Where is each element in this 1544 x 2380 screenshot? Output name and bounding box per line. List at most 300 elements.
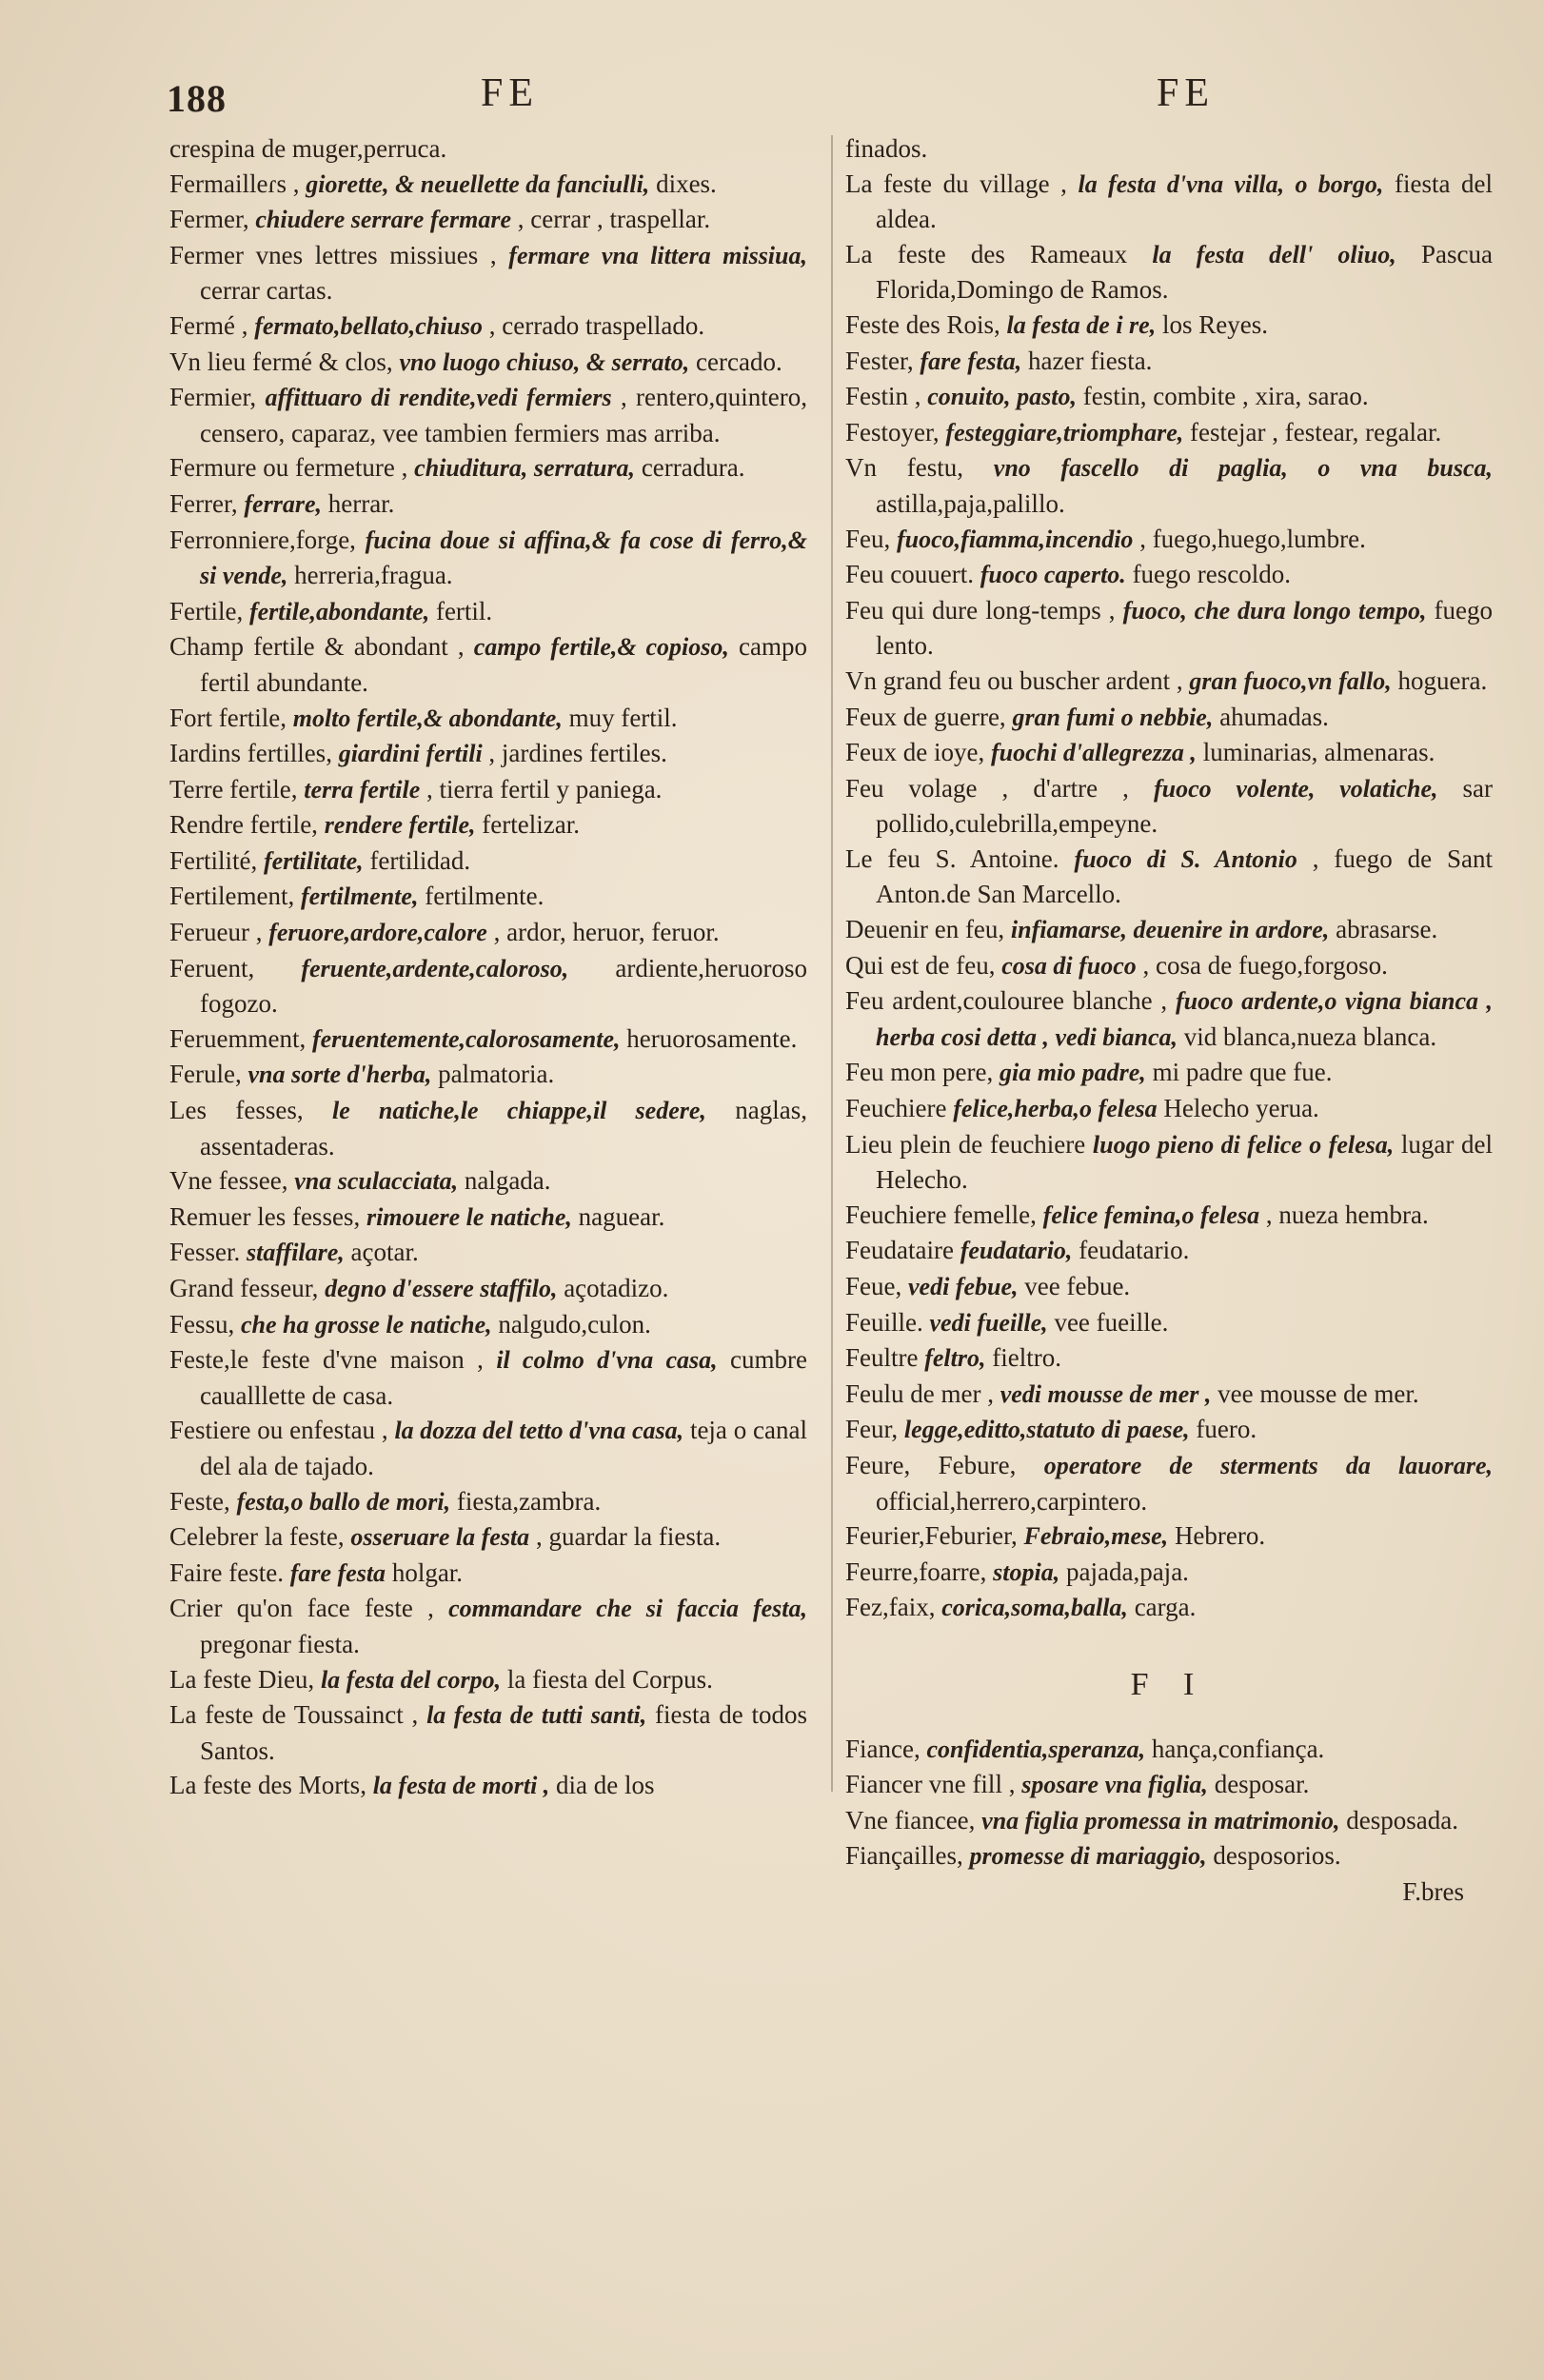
dictionary-entry [169,486,807,523]
french-headword: Feur, [845,1415,899,1444]
french-headword: Feu ardent,coulouree blanche , [845,986,1168,1016]
italian-gloss: la festa de tutti santi, [426,1701,647,1730]
french-headword: La feste Dieu, [169,1664,315,1694]
spanish-gloss: ardiente,heruoroso fogozo. [200,953,808,1019]
dictionary-entry [845,1340,1493,1377]
dictionary-entry [845,1412,1493,1448]
french-headword: Ferrer, [169,488,238,518]
spanish-gloss: cercado. [696,347,782,376]
spanish-gloss: , rentero,quintero, censero, caparaz, vee tambien fermiers mas arriba. [200,383,807,447]
french-headword: Lieu plein de feuchiere [845,1129,1086,1159]
dictionary-entry [845,1555,1493,1591]
dictionary-entry [845,664,1493,700]
french-headword: Feu couuert. [845,560,974,589]
french-headword: Feulu de mer , [845,1378,994,1408]
french-headword: Fez,faix, [845,1593,936,1622]
dictionary-entry [169,523,807,594]
italian-gloss: fertilmente, [300,883,419,911]
italian-gloss: la festa d'vna villa, o borgo, [1078,169,1384,198]
spanish-gloss: los Reyes. [1161,309,1268,339]
right-column-fi-entries [845,1732,1493,1874]
french-headword: Feruent, [169,953,255,982]
italian-gloss: festa,o ballo de mori, [236,1487,451,1516]
french-headword: Feu qui dure long-temps , [845,595,1116,625]
italian-gloss: campo fertile,& copioso, [473,633,729,662]
dictionary-entry [169,1235,807,1271]
french-headword: Feste,le feste d'vne maison , [169,1345,484,1375]
dictionary-entry [169,915,807,951]
italian-gloss: fermato,bellato,chiuso [254,311,484,340]
dictionary-entry [845,307,1493,344]
french-headword: Fermier, [169,383,257,412]
italian-gloss: commandare che si faccia festa, [448,1595,807,1623]
french-headword: Ferueur , [169,918,263,947]
italian-gloss: molto fertile,& abondante, [292,704,563,732]
spanish-gloss: hazer fiesta. [1028,346,1153,375]
french-headword: Feurre,foarre, [845,1557,987,1586]
spanish-gloss: festejar , festear, regalar. [1190,417,1442,446]
spanish-gloss: carga. [1134,1593,1197,1622]
italian-gloss: fuoco,fiamma,incendio [897,525,1134,553]
french-headword: Feux de ioye, [845,738,985,767]
spanish-gloss: dixes. [656,169,717,198]
italian-gloss: la dozza del tetto d'vna casa, [394,1417,684,1445]
french-headword: Vn lieu fermé & clos, [169,347,393,376]
italian-gloss: fucina doue si affina,& fa cose di ferro,& si vende, [200,526,808,590]
italian-gloss: vna figlia promessa in matrimonio, [981,1806,1340,1835]
dictionary-entry [845,1269,1493,1305]
spanish-gloss: teja o canal del ala de tajado. [200,1416,807,1480]
dictionary-entry [845,1767,1493,1803]
italian-gloss: giorette, & neuellette da fanciulli, [306,169,650,198]
french-headword: La feste des Rameaux [845,239,1128,268]
spanish-gloss: açotadizo. [564,1274,669,1302]
dictionary-entry [169,1021,807,1058]
french-headword: Fester, [845,346,914,375]
dictionary-entry [845,593,1493,664]
french-headword: Terre fertile, [169,774,298,803]
spanish-gloss: pajada,paja. [1066,1557,1189,1586]
french-headword: Fessu, [169,1309,235,1339]
italian-gloss: vno fascello di paglia, o vna busca, [993,454,1494,483]
spanish-gloss: pregonar fiesta. [200,1629,360,1658]
spanish-gloss: herrar. [327,488,395,518]
french-headword: Feuchiere [845,1094,947,1123]
french-headword: finados. [845,134,928,163]
dictionary-entry [845,450,1493,521]
italian-gloss: la festa de i re, [1006,310,1157,339]
french-headword: Festin , [845,382,921,411]
french-headword: Iardins fertilles, [169,739,332,768]
column-divider [831,135,833,1792]
italian-gloss: promesse di mariaggio, [969,1842,1207,1871]
italian-gloss: feudatario, [960,1237,1073,1265]
spanish-gloss: cumbre caualllette de casa. [200,1345,807,1410]
dictionary-entry [169,1591,807,1661]
italian-gloss: la festa de morti , [372,1772,550,1800]
spanish-gloss: fuego rescoldo. [1132,560,1292,589]
italian-gloss: il colmo d'vna casa, [496,1346,718,1375]
italian-gloss: festeggiare,triomphare, [945,418,1184,446]
french-headword: Feurier,Feburier, [845,1521,1018,1551]
dictionary-entry [169,345,807,381]
french-headword: Feu volage , d'artre , [845,773,1129,803]
italian-gloss: gran fumi o nebbie, [1012,703,1214,731]
french-headword: Champ fertile & abondant , [169,632,465,662]
italian-gloss: fertile,abondante, [248,597,430,625]
spanish-gloss: dia de los [556,1771,655,1800]
french-headword: Deuenir en feu, [845,915,1005,944]
dictionary-entry [845,1448,1493,1518]
spanish-gloss: nalgada. [464,1166,551,1196]
dictionary-entry [845,379,1493,415]
italian-gloss: che ha grosse le natiche, [241,1310,492,1339]
spanish-gloss: , fuego,huego,lumbre. [1139,524,1366,553]
spanish-gloss: fiesta,zambra. [456,1486,602,1516]
italian-gloss: luogo pieno di felice o felesa, [1092,1130,1395,1159]
spanish-gloss: , ardor, heruor, feruor. [493,918,720,947]
spanish-gloss: festin, combite , xira, sarao. [1082,382,1369,411]
dictionary-entry [845,237,1493,307]
italian-gloss: feltro, [924,1344,986,1373]
italian-gloss: terra fertile [304,775,421,803]
spanish-gloss: fertelizar. [482,810,580,840]
italian-gloss: fuoco di S. Antonio [1074,844,1297,873]
dictionary-entry [845,948,1493,984]
spanish-gloss: palmatoria. [438,1060,555,1089]
italian-gloss: confidentia,speranza, [926,1735,1146,1763]
dictionary-entry [845,1198,1493,1234]
right-running-head: FE [1157,71,1216,115]
spanish-gloss: nalgudo,culon. [498,1309,651,1339]
french-headword: Fermé , [169,310,248,340]
dictionary-entry [845,983,1493,1055]
french-headword: Feu, [845,524,891,553]
italian-gloss: degno d'essere staffilo, [325,1275,558,1302]
french-headword: La feste du village , [845,169,1067,198]
italian-gloss: gran fuoco,vn fallo, [1189,666,1392,695]
dictionary-entry [169,1093,807,1163]
italian-gloss: la festa dell' oliuo, [1152,240,1396,268]
dictionary-entry [169,736,807,772]
spanish-gloss: cerrar cartas. [200,276,333,306]
italian-gloss: fuochi d'allegrezza , [990,739,1197,767]
dictionary-entry [169,1271,807,1307]
spanish-gloss: desposorios. [1213,1841,1341,1871]
dictionary-entry [169,772,807,808]
french-headword: La feste des Morts, [169,1771,366,1800]
dictionary-entry [845,557,1493,593]
spanish-gloss: Hebrero. [1174,1521,1266,1551]
french-headword: Feruemment, [169,1023,307,1053]
italian-gloss: fuoco, che dura longo tempo, [1122,596,1427,625]
dictionary-entry [169,202,807,238]
spanish-gloss: fieltro. [992,1343,1061,1373]
french-headword: La feste de Toussainct , [169,1700,419,1730]
italian-gloss: fare festa, [920,347,1022,375]
spanish-gloss: , tierra fertil y paniega. [426,774,663,803]
spanish-gloss: Pascua Florida,Domingo de Ramos. [876,239,1493,305]
dictionary-entry [845,1305,1493,1341]
french-headword: Festoyer, [845,417,940,446]
spanish-gloss: fertilmente. [425,882,544,911]
french-headword: Fiancer vne fill , [845,1770,1016,1799]
dictionary-entry [169,1200,807,1236]
spanish-gloss: herreria,fragua. [294,561,453,590]
spanish-gloss: , cerrar , traspellar. [517,205,711,234]
french-headword: Celebrer la feste, [169,1522,345,1552]
french-headword: Fermer, [169,205,249,234]
dictionary-entry [169,594,807,630]
right-column-fe-entries [845,131,1493,1626]
dictionary-entry [845,1590,1493,1626]
french-headword: Feure, Febure, [845,1450,1017,1479]
running-header [0,65,1544,122]
french-headword: Feue, [845,1272,902,1300]
italian-gloss: Febraio,mese, [1023,1522,1169,1551]
french-headword: Rendre fertile, [169,810,318,840]
french-headword: Feudataire [845,1236,954,1265]
italian-gloss: feruore,ardore,calore [268,919,487,947]
french-headword: Crier qu'on face feste , [169,1594,434,1623]
spanish-gloss: holgar. [391,1557,464,1587]
french-headword: Vne fessee, [169,1166,288,1196]
dictionary-entry [845,1803,1493,1839]
italian-gloss: rendere fertile, [324,811,476,840]
section-heading-fi: F I [1130,1666,1208,1702]
dictionary-entry [169,131,807,167]
page-number: 188 [167,77,227,120]
spanish-gloss: campo fertil abundante. [200,632,808,697]
italian-gloss: vna sculacciata, [294,1167,459,1196]
italian-gloss: fermare vna littera missiua, [508,241,807,269]
italian-gloss: feruentemente,calorosamente, [311,1024,621,1053]
french-headword: Vn festu, [845,453,964,483]
french-headword: Grand fesseur, [169,1274,319,1302]
dictionary-entry [845,415,1493,451]
italian-gloss: infiamarse, deuenire in ardore, [1010,916,1330,944]
dictionary-entry [169,879,807,915]
italian-gloss: vedi mousse de mer , [1000,1379,1212,1408]
italian-gloss: affittuaro di rendite,vedi fermiers [265,384,612,412]
dictionary-entry [845,1055,1493,1091]
spanish-gloss: feudatario. [1079,1236,1190,1265]
italian-gloss: felice femina,o felesa [1042,1200,1260,1229]
french-headword: Festiere ou enfestau , [169,1416,388,1445]
spanish-gloss: fiesta del aldea. [876,169,1494,234]
spanish-gloss: luminarias, almenaras. [1202,738,1435,767]
italian-gloss: fare festa [289,1558,386,1587]
french-headword: Feultre [845,1343,919,1373]
spanish-gloss: muy fertil. [568,703,678,732]
italian-gloss: fuoco volente, volatiche, [1153,774,1438,803]
french-headword: crespina de muger,perruca. [169,134,447,163]
spanish-gloss: la fiesta del Corpus. [506,1664,713,1694]
italian-gloss: staffilare, [247,1239,345,1267]
french-headword: Feu mon pere, [845,1058,994,1087]
dictionary-entry [845,1233,1493,1269]
french-headword: Ferronniere,forge, [169,525,356,554]
right-column [845,131,1493,1910]
italian-gloss: chiuditura, serratura, [414,454,636,483]
left-column [169,131,807,1804]
french-headword: Vn grand feu ou buscher ardent , [845,665,1183,695]
dictionary-entry [169,629,807,700]
italian-gloss: rimouere le natiche, [366,1202,572,1231]
italian-gloss: vedi febue, [907,1273,1019,1300]
italian-gloss: vno luogo chiuso, & serrato, [399,347,690,376]
french-headword: Fiance, [845,1734,920,1763]
dictionary-entry [845,1838,1493,1874]
spanish-gloss: açotar. [350,1238,419,1267]
french-headword: Fertile, [169,596,244,625]
spanish-gloss: naguear. [578,1201,665,1231]
dictionary-entry [845,842,1493,912]
dictionary-entry [845,1091,1493,1127]
catchword: F.bres [1402,1876,1464,1906]
dictionary-entry [169,450,807,486]
spanish-gloss: Helecho yerua. [1163,1094,1319,1123]
dictionary-entry [169,308,807,345]
dictionary-entry [845,1377,1493,1413]
french-headword: Feuchiere femelle, [845,1200,1037,1229]
italian-gloss: osseruare la festa [350,1523,530,1552]
spanish-gloss: mi padre que fue. [1152,1058,1333,1087]
french-headword: Fertilité, [169,845,258,875]
spanish-gloss: naglas, assentaderas. [200,1096,807,1160]
italian-gloss: fuoco caperto. [980,561,1126,589]
spanish-gloss: fuego lento. [876,595,1494,661]
dictionary-entry [169,1519,807,1556]
dictionary-entry [169,238,807,308]
spanish-gloss: , nueza hembra. [1265,1200,1429,1229]
french-headword: Faire feste. [169,1557,284,1587]
spanish-gloss: official,herrero,carpintero. [876,1486,1148,1516]
spanish-gloss: lugar del Helecho. [876,1129,1494,1195]
italian-gloss: operatore de sterments da lauorare, [1043,1451,1493,1479]
italian-gloss: corica,soma,balla, [941,1594,1128,1622]
dictionary-entry [169,1662,807,1698]
spanish-gloss: , cerrado traspellado. [488,310,705,340]
spanish-gloss: abrasarse. [1336,915,1438,944]
dictionary-entry [169,167,807,203]
dictionary-entry [845,912,1493,948]
italian-gloss: feruente,ardente,caloroso, [301,954,569,982]
french-headword: Fiançailles, [845,1841,963,1871]
dictionary-entry [845,1518,1493,1555]
italian-gloss: vna sorte d'herba, [247,1061,432,1089]
italian-gloss: le natiche,le chiappe,il sedere, [331,1097,706,1125]
dictionary-entry [845,700,1493,736]
french-headword: Fermailleɾs , [169,169,300,198]
dictionary-entry [169,380,807,450]
dictionary-entry [845,735,1493,771]
spanish-gloss: desposada. [1346,1805,1458,1835]
dictionary-entry [169,1307,807,1343]
italian-gloss: chiudere serrare fermare [255,206,512,234]
french-headword: Feux de guerre, [845,702,1006,731]
french-headword: Feuille. [845,1307,923,1337]
spanish-gloss: heruorosamente. [626,1023,798,1053]
spanish-gloss: desposar. [1214,1770,1310,1799]
left-running-head: FE [481,71,540,115]
italian-gloss: conuito, pasto, [927,383,1078,411]
italian-gloss: sposare vna figlia, [1021,1771,1208,1799]
spanish-gloss: , jardines fertiles. [488,739,667,768]
spanish-gloss: hança,confiança. [1151,1734,1325,1763]
french-headword: Qui est de feu, [845,950,996,980]
spanish-gloss: vee mousse de mer. [1217,1378,1419,1408]
dictionary-entry [845,1127,1493,1198]
italian-gloss: felice,herba,o felesa [953,1095,1158,1123]
french-headword: Remuer les fesses, [169,1201,361,1231]
dictionary-entry [845,344,1493,380]
italian-gloss: cosa di fuoco [1001,951,1137,980]
italian-gloss: fuoco ardente,o vigna bianca , herba cosi detta , vedi bianca, [876,987,1494,1051]
dictionary-entry [169,843,807,880]
italian-gloss: gia mio padre, [999,1059,1146,1087]
dictionary-entry [169,1057,807,1093]
spanish-gloss: , guardar la fiesta. [535,1522,722,1552]
french-headword: Feste, [169,1486,230,1516]
italian-gloss: fertilitate, [263,846,364,875]
french-headword: Vne fiancee, [845,1805,976,1835]
italian-gloss: la festa del corpo, [320,1665,502,1694]
dictionary-entry [169,1484,807,1520]
spanish-gloss: vid blanca,nueza blanca. [1183,1021,1437,1051]
italian-gloss: vedi fueille, [929,1308,1048,1337]
dictionary-entry [845,167,1493,237]
french-headword: Ferule, [169,1060,242,1089]
dictionary-entry [169,1768,807,1804]
spanish-gloss: ahumadas. [1219,702,1329,731]
spanish-gloss: fertil. [435,596,493,625]
spanish-gloss: vee febue. [1024,1272,1131,1300]
french-headword: Fermer vnes lettres missiues , [169,240,497,269]
italian-gloss: ferrare, [244,489,322,518]
dictionary-entry [169,701,807,737]
italian-gloss: stopia, [993,1557,1060,1586]
dictionary-entry [845,131,1493,167]
dictionary-entry [169,1556,807,1592]
french-headword: Fertilement, [169,882,295,911]
french-headword: Les fesses, [169,1096,304,1125]
dictionary-entry [845,771,1493,842]
spanish-gloss: , fuego de Sant Anton.de San Marcello. [876,843,1494,909]
french-headword: Feste des Rois, [845,309,1000,339]
spanish-gloss: sar pollido,culebrilla,empeyne. [876,773,1494,839]
dictionary-entry [845,522,1493,558]
spanish-gloss: fuero. [1196,1415,1257,1444]
dictionary-entry [169,1697,807,1768]
spanish-gloss: hoguera. [1397,665,1488,695]
spanish-gloss: cerradura. [641,453,745,483]
french-headword: Fort fertile, [169,703,287,732]
french-headword: Le feu S. Antoine. [845,843,1059,873]
dictionary-entry [169,1342,807,1413]
french-headword: Fesser. [169,1238,241,1267]
french-headword: Fermure ou fermeture , [169,453,408,483]
dictionary-entry [169,807,807,843]
italian-gloss: legge,editto,statuto di paese, [903,1416,1190,1444]
spanish-gloss: , cosa de fuego,forgoso. [1142,950,1388,980]
spanish-gloss: vee fueille. [1054,1307,1169,1337]
dictionary-entry [169,1413,807,1483]
dictionary-entry [845,1732,1493,1768]
spanish-gloss: fertilidad. [369,845,471,875]
dictionary-entry [169,1163,807,1200]
spanish-gloss: fiesta de todos Santos. [200,1700,808,1765]
